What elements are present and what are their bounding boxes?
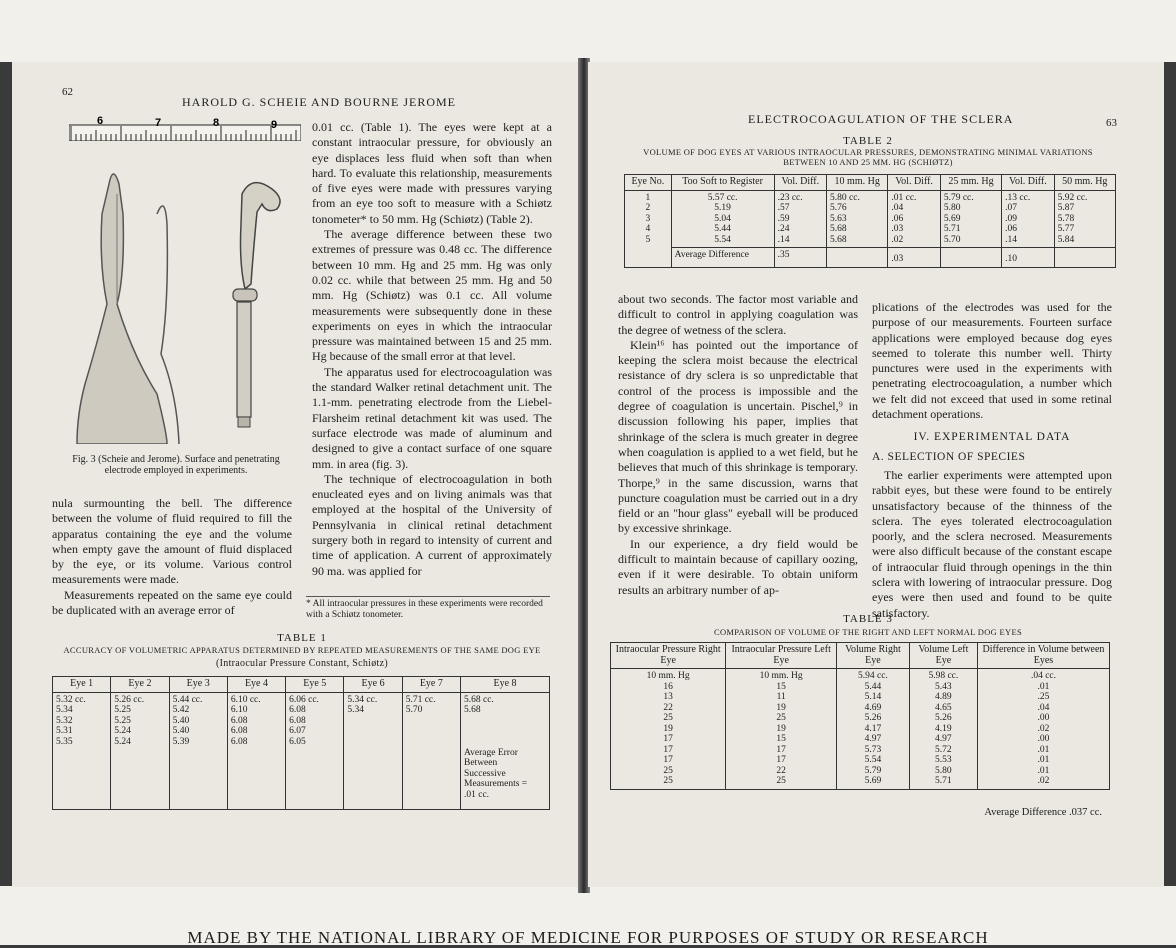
- table-header: 50 mm. Hg: [1054, 175, 1115, 191]
- table-value: 5.71 cc.: [405, 694, 436, 705]
- paragraph: about two seconds. The factor most variable and difficult to control in applying coagulation was the degree of wetness of the sclera.: [618, 292, 858, 337]
- table3-average: Average Difference .037 cc.: [984, 807, 1102, 818]
- table-header: Eye 2: [111, 677, 169, 693]
- table-value: .02: [891, 234, 904, 245]
- electrode-photograph: [57, 154, 302, 444]
- table-value: 25: [663, 776, 673, 786]
- table-value: 6.08: [230, 736, 248, 747]
- table-value: 5.42: [172, 705, 190, 715]
- table-value: 10 mm. Hg: [646, 671, 690, 681]
- table-header-row: [53, 677, 550, 693]
- table2: [624, 174, 1116, 268]
- table-value: 5.39: [172, 736, 190, 747]
- table-value: 5.40: [172, 726, 190, 736]
- left-page: [12, 62, 580, 887]
- table-value: 5.25: [114, 715, 131, 726]
- table-value: .07: [1005, 203, 1018, 213]
- paragraph: The earlier experiments were attempted upon rabbit eyes, but these were found to be entirely unsatisfactory because of the thinness of the sclera. The eyes tolerated electrocoagulation poorly, and the sclera necrosed. Measurements were also difficult because of the constant escape of intraocular fluid through openings in the thin sclera with lowering of intraocular pressure. Dog eyes were then used and found to be quite satisfactory.: [872, 467, 1112, 620]
- table-value: .25: [1037, 692, 1050, 702]
- table-value: 10 mm. Hg: [759, 671, 803, 681]
- table-value: 5.43: [935, 681, 952, 692]
- table-value: 5.68 cc.: [464, 694, 494, 705]
- table-value: 5.70: [405, 705, 423, 715]
- table-value: 5.54: [714, 234, 731, 245]
- table-value: 5.34: [56, 705, 73, 715]
- table-value: 5.69: [943, 213, 961, 224]
- table-value: 6.05: [289, 736, 306, 747]
- table-value: 5.44 cc.: [172, 694, 203, 705]
- table2-average-row: [625, 248, 1116, 268]
- table-header: Vol. Diff.: [888, 175, 940, 191]
- table-value: .14: [777, 234, 790, 245]
- table-value: 3: [645, 213, 651, 224]
- table-value: .01 cc.: [891, 192, 917, 203]
- running-head-right: ELECTROCOAGULATION OF THE SCLERA: [748, 112, 1014, 126]
- table-value: 5.71: [935, 776, 952, 786]
- table-value: 5.98 cc.: [928, 671, 959, 681]
- table-value: 5.79 cc.: [943, 192, 974, 203]
- table-value: .01: [1037, 755, 1050, 765]
- table-value: .13 cc.: [1005, 192, 1031, 203]
- ruler-illustration: [69, 115, 301, 141]
- table-value: 5.70: [943, 234, 961, 245]
- table-cell: [1054, 190, 1115, 248]
- table-cell: [286, 692, 344, 809]
- table-value: Between: [464, 758, 498, 768]
- table-value: .24: [777, 224, 790, 234]
- table-value: 5.14: [864, 692, 882, 702]
- table-value: 4.19: [935, 723, 952, 734]
- table-cell: [940, 248, 1001, 268]
- table2-average-value: .10: [1002, 248, 1054, 268]
- table-value: 4.89: [935, 692, 952, 702]
- table-value: 5.34: [347, 705, 365, 715]
- table-value: .01: [1037, 765, 1050, 776]
- table-header: 25 mm. Hg: [940, 175, 1001, 191]
- table-cell: [940, 190, 1001, 248]
- subsection-heading: A. SELECTION OF SPECIES: [872, 450, 1026, 463]
- table-value: 19: [776, 702, 786, 713]
- ruler-number: 8: [213, 117, 220, 129]
- left-page-right-column: [312, 120, 552, 579]
- table1-label: TABLE 1: [277, 632, 327, 644]
- table-value: 25: [663, 713, 673, 723]
- table-value: 13: [663, 692, 673, 702]
- table-value: 5.25: [114, 705, 131, 715]
- table-value: 5.87: [1057, 203, 1075, 213]
- table-row: [625, 190, 1116, 248]
- table-value: 22: [776, 765, 786, 776]
- table-value: 5.53: [935, 755, 952, 765]
- table-value: .14: [1005, 234, 1018, 245]
- table-value: 5.34 cc.: [347, 694, 378, 705]
- table-cell: [111, 692, 169, 809]
- table3: [610, 642, 1110, 790]
- table-value: 5.71: [943, 224, 961, 234]
- table-value: 5.54: [864, 755, 882, 765]
- table-cell-values: [464, 695, 546, 716]
- table-value: 4.69: [864, 702, 882, 713]
- paragraph: 0.01 cc. (Table 1). The eyes were kept at a constant intraocular pressure, for obviously an eye displaces less fluid when soft than when hard. To evaluate this relationship, measurements of five eyes were made with pressures varying from an eye too soft to measure with a Schiøtz tonometer* to 50 mm. Hg (Schiøtz) (Table 2).: [312, 120, 552, 226]
- table-value: 4.65: [935, 702, 952, 713]
- table-value: 5.24: [114, 726, 131, 736]
- table-value: 5.26: [864, 713, 882, 723]
- table-cell: [625, 190, 672, 248]
- paragraph: The average difference between these two extremes of pressure was 0.48 cc. The difference between 10 mm. Hg and 25 mm. Hg was only 0.02 cc. while that between 25 mm. Hg and 50 mm. Hg (Schiøtz) was 0.1 cc. All volume measurements were subsequently done in these experiments on eyes in which the intraocular pressure was maintained between 15 and 25 mm. Hg because of the small error at that level.: [312, 227, 552, 364]
- table-value: .02: [1037, 776, 1050, 786]
- paragraph: Measurements repeated on the same eye could be duplicated with an average error of: [52, 587, 292, 618]
- table-value: 4.97: [935, 734, 952, 744]
- table-value: 5.80: [943, 203, 961, 213]
- table-cell: [888, 190, 940, 248]
- table-value: 5.31: [56, 726, 73, 736]
- table-cell: [837, 669, 910, 790]
- table-value: .03: [891, 224, 904, 234]
- table-value: 5.94 cc.: [857, 671, 888, 681]
- paragraph: Klein¹⁶ has pointed out the importance of keeping the sclera moist because the electrical resistance of dry sclera is so unpredictable that control of the process is impossible and the degree of coagulation is uncertain. Pischel,⁹ in discussion following his paper, implies that shrinkage of the sclera is much greater in degree when coagulation is applied to a wet field, but he believes that much of this shrinkage is temporary. Thorpe,⁹ in the same discussion, warns that puncture coagulation must be carried out in a dry field or an "hour glass" eyeball will be produced by excessive shrinkage.: [618, 337, 858, 536]
- table-value: .02: [1037, 723, 1050, 734]
- table-cell: [461, 692, 550, 809]
- table-value: 5.78: [1057, 213, 1075, 224]
- table-value: 19: [776, 723, 786, 734]
- table-value: 5.26: [935, 713, 952, 723]
- table-cell: [625, 248, 672, 268]
- right-page: [588, 62, 1164, 887]
- table-value: 11: [776, 692, 786, 702]
- table-value: 5.04: [714, 213, 731, 224]
- table-cell: [977, 669, 1109, 790]
- table2-average-value: .03: [888, 248, 940, 268]
- table-header: Too Soft to Register: [671, 175, 774, 191]
- table-value: Average Error: [464, 747, 518, 758]
- table-value: 5.63: [830, 213, 847, 224]
- ruler-number: 6: [97, 115, 104, 127]
- table-value: 15: [776, 681, 786, 692]
- table-value: 5: [645, 234, 651, 245]
- table-header: Vol. Diff.: [774, 175, 826, 191]
- table-value: 6.08: [230, 726, 248, 736]
- library-footer: MADE BY THE NATIONAL LIBRARY OF MEDICINE FOR PURPOSES OF STUDY OR RESEARCH: [187, 928, 989, 947]
- table-header: Eye 3: [169, 677, 227, 693]
- table-value: 17: [663, 755, 673, 765]
- table-cell: [1002, 190, 1054, 248]
- table-value: 19: [663, 723, 673, 734]
- table-value: 5.68: [830, 234, 847, 245]
- table-value: .00: [1037, 713, 1050, 723]
- table3-label: TABLE 3: [843, 613, 893, 625]
- table-value: 4.17: [864, 723, 882, 734]
- table2-average-label: Average Difference: [671, 248, 774, 268]
- paragraph: plications of the electrodes was used for the purpose of our measurements. Fourteen surface applications were employed because dog eyes seemed to tolerate this number well. Thirty punctures were used in the experiments with penetrating electrocoagulation, a number which we felt did not exceed that used in some retinal detachment operations.: [872, 300, 1112, 422]
- table-value: 5.44: [864, 681, 882, 692]
- table-value: 4.97: [864, 734, 882, 744]
- table2-average-value: .35: [774, 248, 826, 268]
- table-header: Volume Left Eye: [909, 643, 977, 669]
- table-cell: [1054, 248, 1115, 268]
- paragraph: In our experience, a dry field would be difficult to maintain because of capillary oozing, even if it were desirable. To obtain uniform results an arbitrary number of ap-: [618, 536, 858, 597]
- table-value: 5.68: [830, 224, 847, 234]
- table-value: 6.08: [289, 705, 306, 715]
- table1-note: [464, 748, 546, 801]
- table-value: 5.73: [864, 744, 882, 755]
- running-head-left: HAROLD G. SCHEIE AND BOURNE JEROME: [182, 95, 457, 109]
- table-header: Eye 1: [53, 677, 111, 693]
- table2-label: TABLE 2: [843, 135, 893, 147]
- table-value: .59: [777, 213, 790, 224]
- table-value: .00: [1037, 734, 1050, 744]
- paragraph: nula surmounting the bell. The difference between the volume of fluid required to fill the apparatus containing the eye and the volume when empty gave the amount of fluid displaced by the eye, or its volume. Various control measurements were made.: [52, 496, 292, 587]
- table-value: 5.69: [864, 776, 882, 786]
- table-value: 5.32: [56, 715, 73, 726]
- table-cell: [227, 692, 285, 809]
- table-value: 17: [776, 744, 786, 755]
- paragraph: The apparatus used for electrocoagulation was the standard Walker retinal detachment unit. The 1.1-mm. penetrating electrode from the Liebel-Flarsheim retinal detachment kit was used. The surface electrode was made of aluminum and designed to give a contact surface of one square mm. in area (fig. 3).: [312, 364, 552, 471]
- table-cell: [726, 669, 837, 790]
- table-header-row: [611, 643, 1110, 669]
- table-value: 4: [645, 224, 651, 234]
- table-value: 22: [663, 702, 673, 713]
- section-heading: IV. EXPERIMENTAL DATA: [913, 431, 1071, 444]
- table-value: 5.79: [864, 765, 882, 776]
- table1-subtitle: (Intraocular Pressure Constant, Schiøtz): [216, 658, 388, 669]
- table-value: 25: [776, 713, 786, 723]
- table-cell: [344, 692, 402, 809]
- table-value: 5.26 cc.: [114, 694, 145, 705]
- page-number-left: 62: [62, 86, 73, 98]
- table-value: .06: [1005, 224, 1018, 234]
- table-value: 5.40: [172, 715, 190, 726]
- table-value: 17: [776, 755, 786, 765]
- table-cell: [909, 669, 977, 790]
- table-value: 5.80 cc.: [830, 192, 860, 203]
- table-header: Eye No.: [625, 175, 672, 191]
- table-value: 5.72: [935, 744, 952, 755]
- table-value: .01: [1037, 681, 1050, 692]
- table-value: 5.77: [1057, 224, 1075, 234]
- table-value: 5.44: [714, 224, 731, 234]
- table1-title: ACCURACY OF VOLUMETRIC APPARATUS DETERMINED BY REPEATED MEASUREMENTS OF THE SAME DOG EYE: [63, 645, 541, 655]
- table-header: Eye 8: [461, 677, 550, 693]
- table-value: .04 cc.: [1030, 671, 1057, 681]
- footnote: * All intraocular pressures in these experiments were recorded with a Schiøtz tonometer.: [306, 596, 550, 621]
- table-value: 2: [645, 203, 651, 213]
- table-value: 5.76: [830, 203, 847, 213]
- table-value: 5.68: [464, 705, 481, 715]
- table-value: .06: [891, 213, 904, 224]
- table2-title: VOLUME OF DOG EYES AT VARIOUS INTRAOCULAR PRESSURES, DEMONSTRATING MINIMAL VARIATIONS BETWEEN 10 AND 25 MM. HG (SCHIØTZ): [643, 147, 1093, 167]
- table-value: 25: [663, 765, 673, 776]
- table-value: 16: [663, 681, 673, 692]
- table-header: Vol. Diff.: [1002, 175, 1054, 191]
- table-value: .04: [1037, 702, 1050, 713]
- table-row: [53, 692, 550, 809]
- table-value: 5.35: [56, 736, 73, 747]
- table-value: .57: [777, 203, 790, 213]
- table3-title: COMPARISON OF VOLUME OF THE RIGHT AND LEFT NORMAL DOG EYES: [713, 627, 1022, 637]
- table-header: Intraocular Pressure Right Eye: [611, 643, 726, 669]
- right-page-left-column: [618, 292, 858, 598]
- right-page-right-column: [872, 300, 1112, 621]
- table1: [52, 676, 550, 810]
- table-cell: [774, 190, 826, 248]
- ruler-number: 9: [271, 119, 278, 131]
- table-header: Difference in Volume between Eyes: [977, 643, 1109, 669]
- table-header-row: [625, 175, 1116, 191]
- table-value: .04: [891, 203, 904, 213]
- table-value: 17: [663, 744, 673, 755]
- paragraph: The technique of electrocoagulation in both enucleated eyes and on living animals was that employed at the hospital of the University of Pennsylvania in clinical retinal detachment surgery both in regard to intensity of current and time of application. A current of approximately 90 ma. was applied for: [312, 471, 552, 578]
- table-value: 17: [663, 734, 673, 744]
- table-value: 6.10 cc.: [230, 694, 261, 705]
- table-value: .01 cc.: [464, 789, 490, 800]
- table-value: 5.57 cc.: [707, 192, 738, 203]
- table-header: Eye 4: [227, 677, 285, 693]
- table-value: 15: [776, 734, 786, 744]
- table-cell: [611, 669, 726, 790]
- table-value: Measurements =: [464, 779, 528, 789]
- table-value: .09: [1005, 213, 1018, 224]
- ruler-number: 7: [155, 117, 162, 129]
- table-value: 5.84: [1057, 234, 1075, 245]
- table-value: 5.24: [114, 736, 131, 747]
- table-value: 5.19: [714, 203, 731, 213]
- table-value: 5.32 cc.: [56, 694, 86, 705]
- table-header: 10 mm. Hg: [827, 175, 888, 191]
- table-header: Eye 7: [402, 677, 460, 693]
- page-number-right: 63: [1106, 117, 1117, 129]
- table-value: 5.80: [935, 765, 952, 776]
- table-value: 6.10: [230, 705, 248, 715]
- table-row: [611, 669, 1110, 790]
- table-value: 6.07: [289, 726, 306, 736]
- scan-top-margin: [0, 0, 1176, 62]
- table-cell: [827, 248, 888, 268]
- table-value: Successive: [464, 768, 506, 779]
- table-header: Volume Right Eye: [837, 643, 910, 669]
- table-value: 6.06 cc.: [289, 694, 319, 705]
- table-value: 6.08: [230, 715, 248, 726]
- table-value: 25: [776, 776, 786, 786]
- left-page-left-column: [52, 496, 292, 618]
- table-header: Intraocular Pressure Left Eye: [726, 643, 837, 669]
- table-cell: [671, 190, 774, 248]
- table-value: .23 cc.: [777, 192, 803, 203]
- table-value: 5.92 cc.: [1057, 192, 1088, 203]
- table-value: 6.08: [289, 715, 306, 726]
- table-value: 1: [645, 192, 651, 203]
- table-cell: [53, 692, 111, 809]
- table-value: .01: [1037, 744, 1050, 755]
- figure-caption: Fig. 3 (Scheie and Jerome). Surface and penetrating electrode employed in experiments.: [72, 454, 280, 476]
- table-cell: [169, 692, 227, 809]
- table-cell: [827, 190, 888, 248]
- table-cell: [402, 692, 460, 809]
- table-header: Eye 5: [286, 677, 344, 693]
- table-header: Eye 6: [344, 677, 402, 693]
